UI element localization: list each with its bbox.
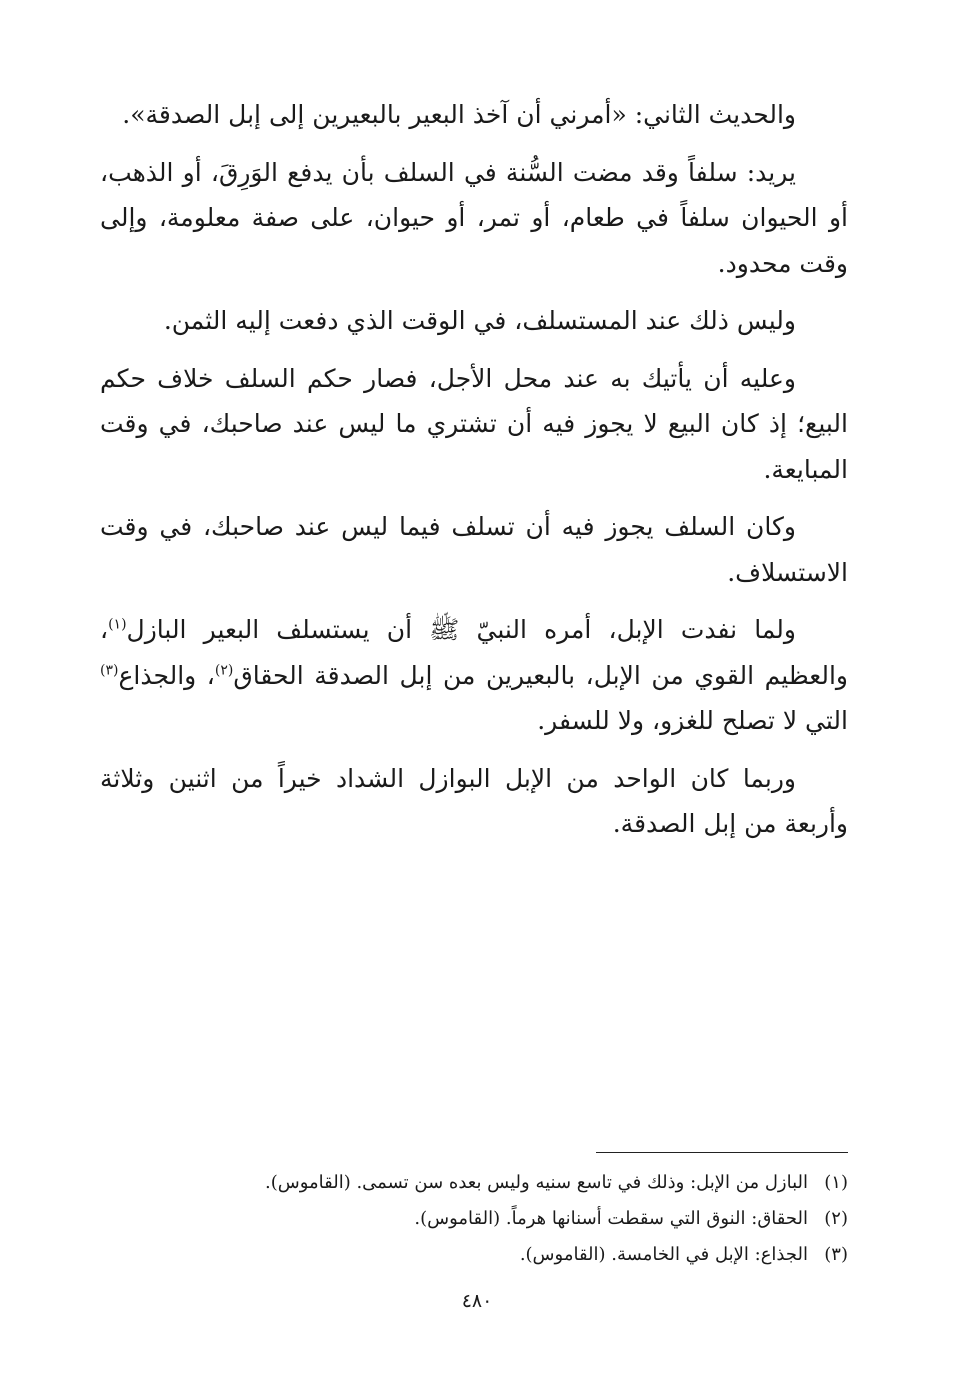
footnote-text: البازل من الإبل: وذلك في تاسع سنيه وليس بعده سن تسمى. (القاموس). [264, 1172, 808, 1193]
footnote-text: الحقاق: النوق التي سقطت أسنانها هرماً. (القاموس). [414, 1208, 808, 1229]
paragraph-mustaslif: وليس ذلك عند المستسلف، في الوقت الذي دفعت إليه الثمن. [163, 306, 796, 335]
paragraph-camels-part2: ، والعظيم القوي من الإبل، بالبعيرين من إبل الصدقة الحقاق [100, 615, 849, 690]
footnote-number: (١) [824, 1172, 848, 1193]
footnote-ref-3[interactable]: (٣) [100, 662, 119, 679]
paragraph-camels-part4: التي لا تصلح للغزو، ولا للسفر. [537, 706, 848, 735]
paragraph-camels-part3: ، والجذاع [118, 660, 215, 690]
footnote-number: (٣) [824, 1244, 848, 1265]
paragraph-sale-rule: وعليه أن يأتيك به عند محل الأجل، فصار حكم السلف خلاف حكم البيع؛ إذ كان البيع لا يجوز فيه أن تشتري ما ليس عند صاحبك، في وقت المبايعة. [100, 363, 848, 484]
footnote-text: الجذاع: الإبل في الخامسة. (القاموس). [519, 1244, 808, 1265]
paragraph-salaf-rule: وكان السلف يجوز فيه أن تسلف فيما ليس عند صاحبك، في وقت الاستسلاف. [100, 512, 848, 587]
page-number: ٤٨٠ [461, 1290, 493, 1312]
paragraph-salaf-meaning: يريد: سلفاً وقد مضت السُّنة في السلف بأن يدفع الوَرِقَ، أو الذهب، أو الحيوان سلفاً في طعام، أو تمر، أو حيوان، على صفة معلومة، وإلى وقت محدود. [100, 157, 848, 278]
paragraph-camels [100, 607, 848, 744]
main-text [100, 92, 848, 859]
paragraph-hadith: والحديث الثاني: «أمرني أن آخذ البعير بالبعيرين إلى إبل الصدقة». [122, 100, 796, 129]
paragraph-strong-camels: وربما كان الواحد من الإبل البوازل الشداد خيراً من اثنين وثلاثة وأربعة من إبل الصدقة. [100, 763, 848, 838]
footnote-ref-2[interactable]: (٢) [214, 662, 234, 679]
footnote-number: (٢) [824, 1208, 848, 1229]
footnote-2 [100, 1201, 848, 1237]
paragraph-camels-part1: ولما نفدت الإبل، أمره النبيّ ﷺ أن يستسلف البعير البازل [126, 615, 796, 644]
footnote-divider [596, 1152, 848, 1153]
footnote-1 [100, 1165, 848, 1201]
footnote-ref-1[interactable]: (١) [108, 616, 127, 633]
footnotes [100, 1165, 848, 1273]
footnote-3 [100, 1237, 848, 1273]
